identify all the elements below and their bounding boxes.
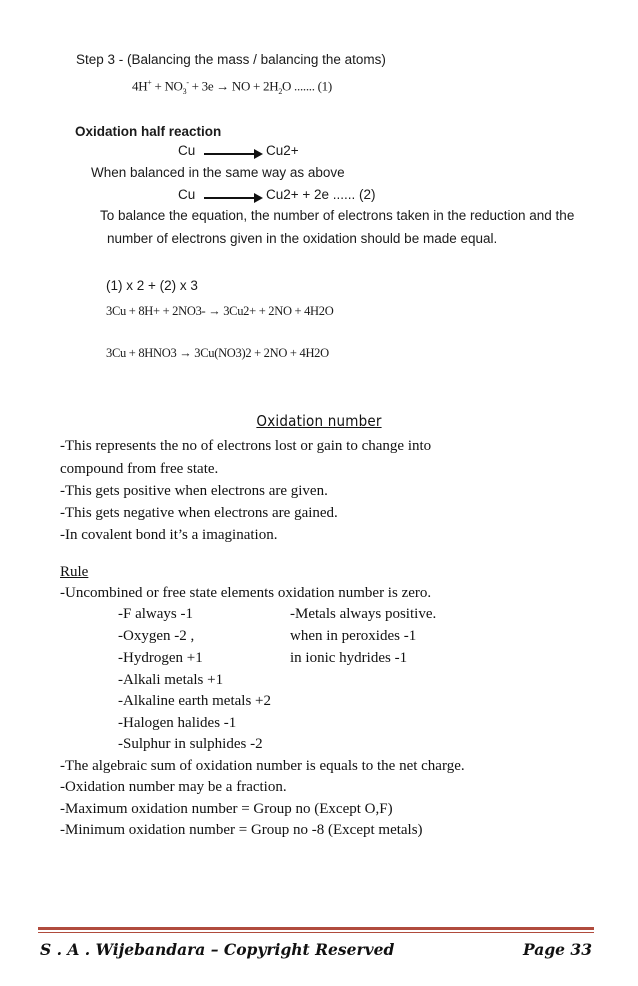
eq1-sub: 3 (182, 86, 187, 96)
section-heading: Oxidation number (256, 412, 382, 430)
definition-line: -In covalent bond it’s a imagination. (60, 527, 278, 543)
rule-item-col2: when in peroxides -1 (290, 628, 417, 644)
final-rule: -Maximum oxidation number = Group no (Except O,F) (60, 801, 393, 817)
balance-text-1: To balance the equation, the number of electrons taken in the reduction and the (100, 208, 575, 223)
balance-text-2: number of electrons given in the oxidation should be made equal. (107, 231, 498, 246)
multiply-text: (1) x 2 + (2) x 3 (106, 278, 198, 293)
footer-rule (38, 932, 594, 933)
rule-item: -Hydrogen +1 (118, 650, 203, 666)
eq1-sup: - (186, 78, 189, 87)
cu-left-2: Cu (178, 187, 196, 202)
eq1-part: + 3e → NO + 2H (188, 78, 279, 94)
reaction-arrow-1 (204, 153, 256, 155)
eq1-part: O ....... (1) (282, 78, 332, 94)
definition-line: -This gets negative when electrons are gained. (60, 505, 338, 521)
rule-item: -Alkali metals +1 (118, 672, 224, 688)
rule-item-col2: -Metals always positive. (290, 606, 437, 622)
arrow-head-icon (254, 149, 263, 159)
rule-item-col2: in ionic hydrides -1 (290, 650, 408, 666)
final-rule: -Minimum oxidation number = Group no -8 (Except metals) (60, 822, 423, 838)
rule-item: -F always -1 (118, 606, 193, 622)
eq1-part: 4H (132, 78, 148, 94)
cu-right-2: Cu2+ + 2e ...... (2) (266, 187, 376, 202)
definition-line: -This represents the no of electrons lost or gain to change into (60, 438, 432, 454)
final-rule: -Oxidation number may be a fraction. (60, 779, 287, 795)
eq1-part: + NO (151, 78, 183, 94)
oxidation-half-title: Oxidation half reaction (75, 124, 222, 139)
step-3-title: Step 3 - (Balancing the mass / balancing the atoms) (76, 52, 386, 67)
rule-item: -Sulphur in sulphides -2 (118, 736, 263, 752)
eq1-sub: 2 (278, 86, 283, 96)
rule-title: Rule (60, 564, 89, 580)
footer-page-number: Page 33 (523, 940, 592, 959)
rule-item: -Halogen halides -1 (118, 715, 237, 731)
equation-1 (132, 78, 332, 96)
definition-line: compound from free state. (60, 461, 219, 477)
footer-author: S . A . Wijebandara – Copyright Reserved (40, 940, 395, 959)
cu-left-1: Cu (178, 143, 196, 158)
rule-item: -Oxygen -2 , (118, 628, 195, 644)
footer-rule (38, 927, 594, 930)
definition-line: -This gets positive when electrons are given. (60, 483, 328, 499)
equation-4: 3Cu + 8HNO3 → 3Cu(NO3)2 + 2NO + 4H2O (106, 346, 329, 360)
rule-intro: -Uncombined or free state elements oxidation number is zero. (60, 585, 432, 601)
equation-3: 3Cu + 8H+ + 2NO3- → 3Cu2+ + 2NO + 4H2O (106, 304, 334, 318)
balanced-text: When balanced in the same way as above (91, 165, 345, 180)
rule-item: -Alkaline earth metals +2 (118, 693, 271, 709)
final-rule: -The algebraic sum of oxidation number is equals to the net charge. (60, 758, 465, 774)
reaction-arrow-2 (204, 197, 256, 199)
cu-right-1: Cu2+ (266, 143, 299, 158)
arrow-head-icon (254, 193, 263, 203)
eq1-sup: + (147, 78, 152, 87)
